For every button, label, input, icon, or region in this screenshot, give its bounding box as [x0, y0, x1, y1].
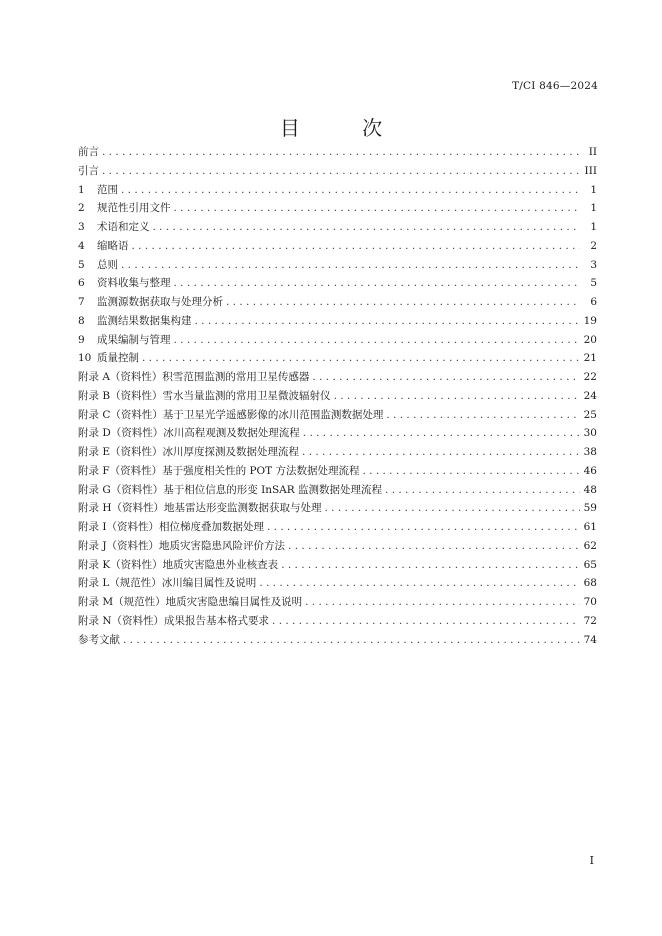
toc-leader-dots	[142, 349, 580, 368]
toc-entry-label: （资料性）基于强度相关性的 POT 方法数据处理流程	[109, 464, 360, 477]
toc-entry-label: （资料性）冰川高程观测及数据处理流程	[110, 427, 300, 440]
toc-entry-title	[78, 237, 129, 256]
toc-entry-title	[78, 368, 309, 387]
toc-entry-title	[78, 181, 118, 200]
toc-leader-dots	[102, 162, 580, 181]
toc-entry-number: 附录 J	[78, 539, 107, 552]
toc-leader-dots	[325, 499, 581, 518]
toc-entry-label: （资料性）地质灾害隐患风险评价方法	[106, 539, 286, 552]
toc-entry-number: 2	[78, 202, 85, 215]
toc-entry[interactable]	[78, 631, 597, 650]
toc-entry[interactable]	[78, 274, 597, 293]
toc-entry[interactable]	[78, 312, 597, 331]
toc-leader-dots	[121, 256, 580, 275]
toc-entry-label: 术语和定义	[97, 221, 150, 233]
toc-entry-label: 前言	[78, 146, 99, 158]
toc-entry-page: 48	[583, 483, 597, 496]
toc-entry-label: 范围	[97, 183, 118, 196]
toc-entry[interactable]	[78, 181, 597, 200]
toc-entry-label: （资料性）雪水当量监测的常用卫星微波辐射仪	[110, 389, 331, 402]
toc-leader-dots	[267, 518, 580, 537]
toc-entry-title	[78, 481, 382, 500]
toc-entry-number: 附录 H	[78, 502, 112, 515]
toc-entry-page: 21	[583, 352, 597, 365]
toc-entry-label: （资料性）地质灾害隐患外业核查表	[110, 558, 279, 571]
toc-leader-dots	[121, 181, 580, 200]
toc-entry-label: 参考文献	[78, 633, 120, 646]
toc-entry-page: II	[588, 146, 597, 158]
toc-entry[interactable]	[78, 143, 597, 162]
toc-entry-title	[78, 162, 99, 181]
toc-entry-title	[78, 593, 302, 612]
toc-entry-title	[78, 631, 120, 650]
toc-entry-page: 1	[590, 183, 597, 196]
toc-entry[interactable]	[78, 218, 597, 237]
toc-entry-number: 附录 B	[78, 389, 111, 402]
toc-entry-page: 38	[583, 446, 597, 458]
toc-entry-number: 1	[78, 183, 85, 196]
toc-leader-dots	[226, 293, 580, 312]
toc-entry-page: 74	[583, 633, 597, 646]
toc-entry-page: 68	[583, 577, 597, 590]
toc-entry-page: 1	[590, 202, 597, 215]
toc-entry[interactable]	[78, 537, 597, 556]
toc-entry-number: 附录 C	[78, 408, 111, 421]
toc-entry-label: （规范性）冰川编目属性及说明	[109, 577, 257, 590]
toc-entry-page: 46	[583, 464, 597, 477]
toc-entry-number: 附录 L	[78, 577, 110, 590]
toc-entry-label: 资料收集与整理	[97, 277, 171, 290]
toc-leader-dots	[272, 612, 580, 631]
toc-entry-label: （资料性）相位梯度叠加数据处理	[106, 521, 264, 533]
toc-leader-dots	[312, 368, 580, 387]
toc-entry-title	[78, 462, 359, 481]
toc-entry[interactable]	[78, 462, 597, 481]
toc-entry-page: 62	[583, 539, 597, 552]
toc-entry-number: 6	[78, 277, 85, 290]
toc-entry-number: 附录 M	[78, 596, 114, 608]
toc-leader-dots	[174, 199, 581, 218]
toc-leader-dots	[386, 406, 580, 425]
toc-leader-dots	[174, 274, 581, 293]
toc-entry-page: 22	[583, 371, 597, 383]
toc-entry-title	[78, 537, 285, 556]
toc-entry[interactable]	[78, 574, 597, 593]
toc-entry-number: 10	[78, 352, 92, 365]
toc-leader-dots	[303, 424, 580, 443]
toc-entry-label: 成果编制与管理	[97, 333, 171, 346]
toc-leader-dots	[288, 537, 580, 556]
toc-entry-title	[78, 556, 278, 575]
toc-entry[interactable]	[78, 293, 597, 312]
toc-entry[interactable]	[78, 443, 597, 462]
toc-entry-label: 总则	[97, 258, 118, 271]
toc-leader-dots	[385, 481, 580, 500]
toc-entry-label: （资料性）基于卫星光学遥感影像的冰川范围监测数据处理	[110, 408, 384, 421]
toc-entry-title	[78, 406, 383, 425]
toc-entry-page: 2	[590, 239, 597, 252]
toc-entry[interactable]	[78, 387, 597, 406]
toc-entry[interactable]	[78, 612, 597, 631]
toc-entry-title	[78, 331, 171, 350]
toc-entry[interactable]	[78, 556, 597, 575]
toc-entry-number: 8	[78, 314, 85, 327]
toc-entry-page: 59	[583, 502, 597, 515]
toc-entry-number: 5	[78, 258, 85, 271]
toc-leader-dots	[102, 143, 580, 162]
toc-entry-label: （资料性）基于相位信息的形变 InSAR 监测数据处理流程	[110, 483, 383, 496]
document-code: T/CI 846—2024	[512, 80, 598, 92]
toc-entry-title	[78, 256, 118, 275]
toc-leader-dots	[153, 218, 581, 237]
toc-entry[interactable]	[78, 593, 597, 612]
toc-entry-label: 监测源数据获取与处理分析	[97, 296, 223, 308]
toc-entry[interactable]	[78, 237, 597, 256]
toc-entry-number: 7	[78, 296, 85, 308]
toc-entry-label: 规范性引用文件	[97, 202, 171, 215]
page-title: 目 次	[279, 116, 411, 140]
toc-entry-title	[78, 387, 331, 406]
toc-leader-dots	[281, 556, 580, 575]
toc-entry-label: （资料性）冰川厚度探测及数据处理流程	[110, 446, 300, 458]
toc-entry-label: 缩略语	[97, 239, 129, 252]
toc-entry-label: （资料性）积雪范围监测的常用卫星传感器	[109, 371, 310, 383]
toc-entry-page: 1	[590, 221, 597, 233]
toc-entry-number: 附录 N	[78, 614, 112, 627]
toc-entry-number: 附录 E	[78, 446, 111, 458]
toc-entry-title	[78, 443, 299, 462]
toc-entry-page: 61	[583, 521, 597, 533]
toc-entry-page: 3	[590, 258, 597, 271]
toc-entry-title	[78, 312, 192, 331]
toc-entry-page: 72	[583, 614, 597, 627]
table-of-contents	[78, 143, 597, 649]
toc-leader-dots	[334, 387, 580, 406]
toc-entry-title	[78, 274, 171, 293]
toc-leader-dots	[362, 462, 580, 481]
toc-entry-number: 附录 D	[78, 427, 111, 440]
toc-entry[interactable]	[78, 349, 597, 368]
toc-entry[interactable]	[78, 368, 597, 387]
toc-entry-title	[78, 349, 139, 368]
toc-leader-dots	[132, 237, 581, 256]
toc-entry-page: 25	[583, 408, 597, 421]
toc-entry-page: 20	[583, 333, 597, 346]
toc-entry-page: III	[584, 164, 597, 177]
toc-entry-label: （资料性）成果报告基本格式要求	[111, 614, 270, 627]
toc-entry-number: 附录 I	[78, 521, 107, 533]
toc-leader-dots	[123, 631, 580, 650]
toc-entry-page: 65	[583, 558, 597, 571]
toc-entry-number: 4	[78, 239, 85, 252]
toc-entry-number: 附录 A	[78, 371, 110, 383]
toc-entry[interactable]	[78, 162, 597, 181]
toc-leader-dots	[302, 443, 580, 462]
toc-entry[interactable]	[78, 481, 597, 500]
toc-entry-title	[78, 518, 264, 537]
toc-leader-dots	[305, 593, 580, 612]
toc-leader-dots	[195, 312, 581, 331]
toc-entry-title	[78, 424, 300, 443]
toc-entry-label: 引言	[78, 164, 99, 177]
toc-leader-dots	[174, 331, 581, 350]
toc-entry-number: 附录 K	[78, 558, 111, 571]
toc-entry[interactable]	[78, 199, 597, 218]
toc-entry[interactable]	[78, 518, 597, 537]
toc-entry-number: 3	[78, 221, 85, 233]
toc-entry-page: 24	[583, 389, 597, 402]
toc-entry-label: 质量控制	[97, 352, 139, 365]
toc-entry-title	[78, 574, 256, 593]
toc-entry[interactable]	[78, 499, 597, 518]
toc-entry-title	[78, 499, 322, 518]
toc-entry-title	[78, 293, 223, 312]
toc-entry[interactable]	[78, 256, 597, 275]
toc-entry-number: 附录 G	[78, 483, 111, 496]
toc-entry-label: （资料性）地基雷达形变监测数据获取与处理	[111, 502, 322, 515]
toc-entry-label: 监测结果数据集构建	[97, 314, 192, 327]
toc-entry-page: 6	[590, 296, 597, 308]
toc-entry-label: （规范性）地质灾害隐患编目属性及说明	[113, 596, 303, 608]
toc-entry[interactable]	[78, 424, 597, 443]
toc-entry-title	[78, 199, 171, 218]
toc-entry-page: 5	[590, 277, 597, 290]
page-number: I	[589, 854, 594, 867]
toc-leader-dots	[259, 574, 580, 593]
toc-entry-title	[78, 612, 269, 631]
toc-entry-page: 30	[583, 427, 597, 440]
toc-entry-page: 19	[583, 314, 597, 327]
toc-entry-page: 70	[583, 596, 597, 608]
toc-entry-number: 9	[78, 333, 85, 346]
toc-entry[interactable]	[78, 406, 597, 425]
toc-entry-title	[78, 143, 99, 162]
toc-entry-number: 附录 F	[78, 464, 110, 477]
toc-entry-title	[78, 218, 150, 237]
toc-entry[interactable]	[78, 331, 597, 350]
